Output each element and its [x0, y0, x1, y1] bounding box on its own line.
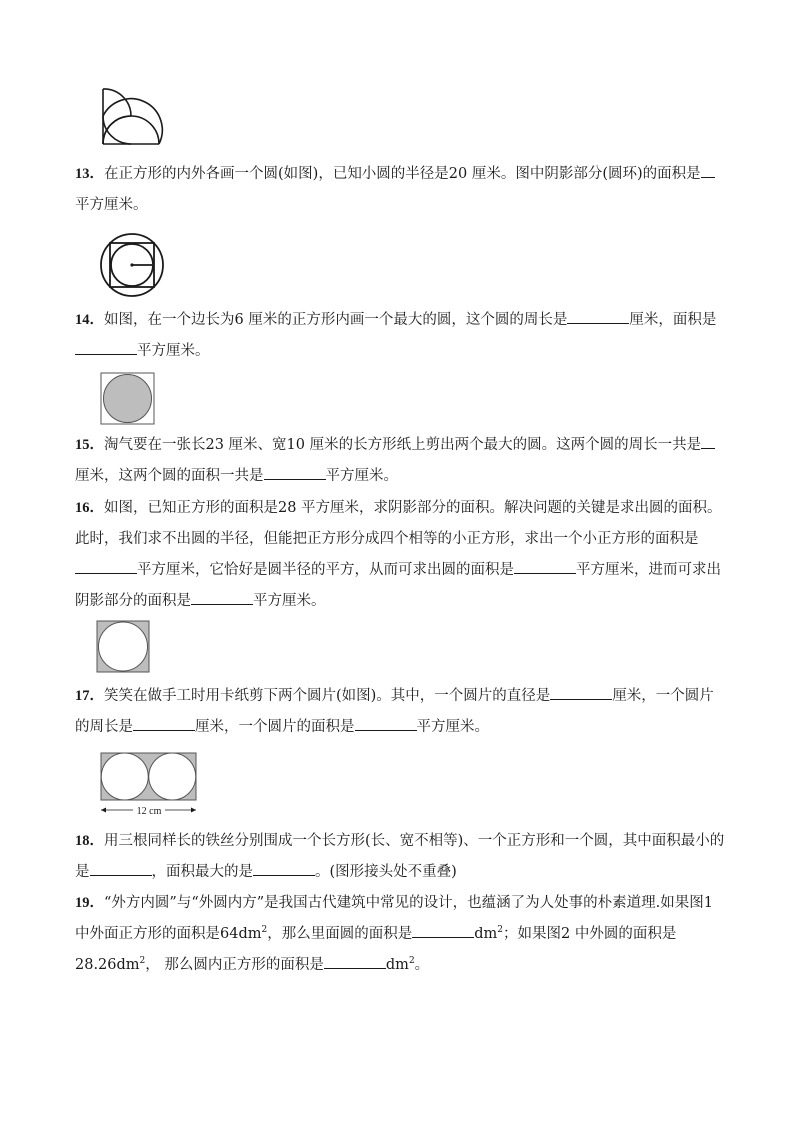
- question-number: 15．: [75, 437, 104, 453]
- answer-blank[interactable]: [264, 461, 326, 480]
- question-text: 平方厘米。: [75, 197, 148, 213]
- question-text: 笑笑在做手工时用卡纸剪下两个圆片(如图)。其中，一个圆片的直径是: [104, 688, 551, 704]
- answer-blank[interactable]: [75, 336, 137, 355]
- question-number: 16．: [75, 500, 104, 516]
- question-16: [75, 493, 725, 617]
- question-text: dm: [474, 926, 498, 942]
- answer-blank[interactable]: [133, 712, 195, 731]
- circle-square-circle-figure: [98, 232, 168, 298]
- question-19: [75, 888, 725, 981]
- question-text: 平方厘米。: [137, 343, 210, 359]
- question-text: 平方厘米，它恰好是圆半径的平方，从而可求出圆的面积是: [137, 562, 514, 578]
- circle-in-shaded-square-figure: [96, 620, 152, 674]
- question-number: 14．: [75, 312, 104, 328]
- question-text: ；如果图2 中外圆的面积是28.26dm: [75, 926, 677, 973]
- question-text: 平方厘米，进而可求出阴影部分的面积是: [75, 562, 721, 609]
- question-number: 17．: [75, 688, 104, 704]
- question-14: [75, 305, 725, 367]
- question-text: 厘米，一个圆片的面积是: [195, 719, 355, 735]
- question-number: 13．: [75, 166, 104, 182]
- answer-blank[interactable]: [701, 430, 715, 449]
- question-text: dm: [385, 957, 409, 973]
- answer-blank[interactable]: [701, 159, 715, 178]
- question-number: 19．: [75, 895, 104, 911]
- question-text: 用三根同样长的铁丝分别围成一个长方形(长、宽不相等)、一个正方形和一个圆，其中面积最小的是: [75, 833, 725, 880]
- question-text: ， 那么圆内正方形的面积是: [145, 957, 324, 973]
- superscript: 2: [497, 925, 503, 936]
- question-text: 厘米，面积是: [629, 312, 717, 328]
- question-text: 厘米，这两个圆的面积一共是: [75, 468, 264, 484]
- question-13: [75, 159, 725, 221]
- question-text: 。(图形接头处不重叠): [315, 864, 457, 880]
- two-circles-rectangle-figure: [100, 752, 198, 820]
- question-text: 淘气要在一张长23 厘米、宽10 厘米的长方形纸上剪出两个最大的圆。这两个圆的周长一共是: [104, 437, 702, 453]
- answer-blank[interactable]: [412, 919, 474, 938]
- question-text: 平方厘米。: [325, 468, 398, 484]
- superscript: 2: [261, 925, 268, 936]
- answer-blank[interactable]: [191, 586, 253, 605]
- answer-blank[interactable]: [550, 681, 612, 700]
- question-17: [75, 681, 725, 743]
- answer-blank[interactable]: [324, 950, 386, 969]
- question-text: 。: [414, 957, 430, 973]
- question-text: 如图，在一个边长为6 厘米的正方形内画一个最大的圆，这个圆的周长是: [104, 312, 568, 328]
- petal-square-figure: [98, 86, 164, 148]
- question-text: 在正方形的内外各画一个圆(如图)，已知小圆的半径是20 厘米。图中阴影部分(圆环)的面积是: [104, 166, 701, 182]
- question-number: 18．: [75, 833, 104, 849]
- question-text: “外方内圆”与“外圆内方”是我国古代建筑中常见的设计，也蕴涵了为人处事的朴素道理.如果图1 中外面正方形的面积是64dm: [75, 895, 713, 942]
- dimension-label: 12 cm: [136, 806, 162, 817]
- answer-blank[interactable]: [253, 857, 315, 876]
- question-15: [75, 430, 725, 492]
- superscript: 2: [408, 956, 415, 967]
- answer-blank[interactable]: [355, 712, 417, 731]
- question-text: ，那么里面圆的面积是: [267, 926, 413, 942]
- question-text: 厘米，一个圆片的周长是: [75, 688, 714, 735]
- question-18: [75, 826, 725, 888]
- question-text: 平方厘米。: [253, 593, 326, 609]
- answer-blank[interactable]: [514, 555, 576, 574]
- question-text: 平方厘米。: [416, 719, 489, 735]
- answer-blank[interactable]: [75, 555, 137, 574]
- question-text: ，面积最大的是: [151, 864, 253, 880]
- answer-blank[interactable]: [90, 857, 152, 876]
- shaded-circle-in-square-figure: [100, 372, 156, 426]
- answer-blank[interactable]: [567, 305, 629, 324]
- question-text: 如图，已知正方形的面积是28 平方厘米，求阴影部分的面积。解决问题的关键是求出圆的面积。此时，我们求不出圆的半径，但能把正方形分成四个相等的小正方形，求出一个小正方形的面积是: [75, 500, 722, 547]
- superscript: 2: [139, 956, 146, 967]
